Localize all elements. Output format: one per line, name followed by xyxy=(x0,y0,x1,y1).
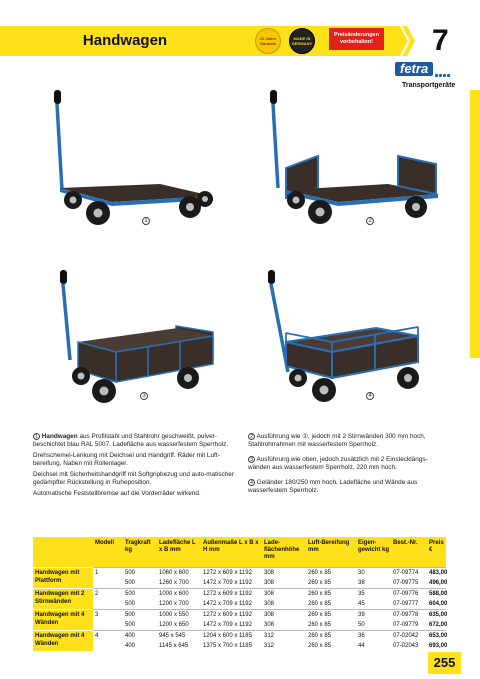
table-cell: 308 xyxy=(262,567,306,578)
circled-number-4: 4 xyxy=(248,479,255,486)
table-cell: 308 xyxy=(262,588,306,599)
table-cell: 1272 x 609 x 1192 xyxy=(201,588,262,599)
table-model-cell: 2 xyxy=(93,588,123,599)
table-header-cell: Lade-flächenhöhe mm xyxy=(262,537,306,567)
cart-platform-image xyxy=(40,90,220,230)
table-cell: 312 xyxy=(264,642,275,649)
table-cell: 07-09776 xyxy=(391,588,427,599)
header-band xyxy=(0,26,480,56)
table-row xyxy=(33,620,446,631)
table-cell: 50 xyxy=(358,621,365,628)
brand-subtitle: Transportgeräte xyxy=(402,82,456,89)
product-table xyxy=(33,537,446,651)
table-cell: 07-02043 xyxy=(393,642,419,649)
variant-4-desc: Geländer 180/250 mm hoch, Ladefläche und Wände aus wasserfestem Sperrholz. xyxy=(248,479,418,494)
table-cell: 1375 x 700 x 1185 xyxy=(203,642,252,649)
table-model-cell: 1 xyxy=(93,567,123,578)
table-price-cell: 672,00 xyxy=(429,621,448,628)
price-notice: Preisänderungen vorbehalten! xyxy=(329,28,384,50)
table-header-cell: Preis € xyxy=(427,537,446,567)
table-group-label: Handwagen mit 4 Wänden xyxy=(33,630,93,651)
table-price-cell: 483,00 xyxy=(427,567,446,578)
table-cell: 1000 x 600 xyxy=(157,588,201,599)
chevron-divider-icon xyxy=(397,26,415,56)
table-cell: 1472 x 709 x 1192 xyxy=(203,579,252,586)
table-model-cell: 3 xyxy=(93,609,123,620)
table-price-cell: 635,00 xyxy=(427,609,446,620)
table-cell: 260 x 85 xyxy=(308,579,332,586)
table-cell: 1145 x 645 xyxy=(159,642,189,649)
made-in-germany-badge-icon: MADE IN GERMANY xyxy=(289,28,315,54)
table-cell: 07-09778 xyxy=(391,609,427,620)
table-cell: 500 xyxy=(123,609,157,620)
table-group-label: Handwagen mit 4 Wänden xyxy=(33,609,93,630)
table-cell: 07-09774 xyxy=(391,567,427,578)
variant-3-desc: Ausführung wie oben, jedoch zusätzlich mit 2 Einstecklängs-wänden aus wasserfestem Sperrholz, 220 mm hoch. xyxy=(248,456,428,471)
table-price-cell: 693,00 xyxy=(429,642,448,649)
table-header-cell xyxy=(33,537,93,567)
description-p1-text: aus Profilstahl und Stahlrohr geschweißt, pulver-beschichtet blau RAL 5007. Ladefläche aus wasserfestem Sperrholz. xyxy=(33,433,229,448)
figure-number-4: 4 xyxy=(366,392,374,400)
chapter-number: 7 xyxy=(432,24,449,57)
table-cell: 07-09777 xyxy=(393,600,419,607)
table-group-label: Handwagen mit 2 Stirnwänden xyxy=(33,588,93,609)
table-cell: 260 x 85 xyxy=(308,600,332,607)
table-cell: 260 x 85 xyxy=(308,621,332,628)
table-row xyxy=(33,641,446,651)
table-cell: 500 xyxy=(123,588,157,599)
table-row xyxy=(33,588,446,599)
table-row xyxy=(33,567,446,578)
table-header-cell: Ladefläche L x B mm xyxy=(157,537,201,567)
cart-end-walls-image xyxy=(258,90,443,230)
table-cell: 44 xyxy=(358,642,365,649)
description-p3: Deichsel mit Sicherheitshandgriff mit Softgripbezug und auto-matischer gedämpfter Rückstellung in Ruheposition. xyxy=(33,471,234,486)
table-model-cell xyxy=(93,578,123,589)
page-number: 255 xyxy=(428,652,461,674)
description-right xyxy=(248,433,448,498)
product-name: Handwagen xyxy=(41,433,78,440)
table-cell: 1272 x 609 x 1192 xyxy=(201,609,262,620)
table-cell: 400 xyxy=(125,642,136,649)
table-cell: 260 x 85 xyxy=(306,588,356,599)
table-price-cell: 604,00 xyxy=(429,600,448,607)
description-p4: Automatische Feststellbremse auf die Vorderräder wirkend. xyxy=(33,490,201,497)
table-cell: 1260 x 700 xyxy=(159,579,189,586)
brand-logo-word: fetra xyxy=(395,62,433,76)
chapter-side-bar xyxy=(470,90,480,358)
table-cell: 38 xyxy=(358,579,365,586)
table-cell: 1200 x 700 xyxy=(159,600,189,607)
table-header-cell: Luft-Bereifung mm xyxy=(306,537,356,567)
table-row xyxy=(33,609,446,620)
table-cell: 35 xyxy=(356,588,391,599)
table-header-cell: Eigen-gewicht kg xyxy=(356,537,391,567)
table-cell: 45 xyxy=(358,600,365,607)
table-cell: 308 xyxy=(264,579,275,586)
table-cell: 1472 x 709 x 1192 xyxy=(203,600,252,607)
table-cell: 312 xyxy=(262,630,306,641)
table-model-cell xyxy=(93,620,123,631)
table-row xyxy=(33,578,446,589)
table-cell: 36 xyxy=(356,630,391,641)
table-cell: 07-09775 xyxy=(393,579,419,586)
table-header-cell: Modell xyxy=(93,537,123,567)
table-cell: 308 xyxy=(262,609,306,620)
description-left xyxy=(33,433,238,501)
description-p2: Drehschemel-Lenkung mit Deichsel und Handgriff. Räder mit Luft-bereifung, Naben mit Rollenlager. xyxy=(33,452,220,467)
table-cell: 260 x 85 xyxy=(308,642,332,649)
table-cell: 500 xyxy=(125,600,136,607)
table-cell: 945 x 545 xyxy=(157,630,201,641)
figure-number-1: 1 xyxy=(142,217,150,225)
table-cell: 07-09779 xyxy=(393,621,419,628)
table-price-cell: 588,00 xyxy=(427,588,446,599)
description-p1 xyxy=(33,433,238,449)
variant-2-text xyxy=(248,433,448,449)
variant-4-text xyxy=(248,479,448,495)
table-model-cell xyxy=(93,599,123,610)
warranty-badge-icon: 10 Jahre Garantie xyxy=(255,28,281,54)
table-price-cell: 496,00 xyxy=(429,579,448,586)
table-cell: 1200 x 650 xyxy=(159,621,189,628)
table-group-label: Handwagen mit Plattform xyxy=(33,567,93,588)
table-cell: 308 xyxy=(264,621,275,628)
table-header-cell: Außenmaße L x B x H mm xyxy=(201,537,262,567)
brand-logo xyxy=(395,60,457,78)
table-cell: 1060 x 600 xyxy=(157,567,201,578)
table-cell: 1272 x 609 x 1192 xyxy=(201,567,262,578)
table-cell: 30 xyxy=(356,567,391,578)
table-row xyxy=(33,599,446,610)
circled-number-3: 3 xyxy=(248,456,255,463)
table-cell: 1000 x 550 xyxy=(157,609,201,620)
table-header-row xyxy=(33,537,446,567)
table-price-cell: 653,00 xyxy=(427,630,446,641)
table-cell: 260 x 85 xyxy=(306,630,356,641)
page-title: Handwagen xyxy=(82,32,168,49)
table-cell: 500 xyxy=(125,579,136,586)
table-cell: 260 x 85 xyxy=(306,609,356,620)
variant-2-desc: Ausführung wie ①, jedoch mit 2 Stirnwänden 300 mm hoch, Stahlrohrrahmen mit wasserfestem Sperrholz. xyxy=(248,433,426,448)
variant-3-text xyxy=(248,456,448,472)
figure-number-3: 3 xyxy=(140,392,148,400)
circled-number-2: 2 xyxy=(248,433,255,440)
table-cell: 308 xyxy=(264,600,275,607)
table-cell: 1204 x 600 x 1185 xyxy=(201,630,262,641)
table-model-cell: 4 xyxy=(93,630,123,641)
table-cell: 1472 x 709 x 1192 xyxy=(203,621,252,628)
table-cell: 39 xyxy=(356,609,391,620)
cart-four-walls-image xyxy=(48,270,228,410)
cart-railing-image xyxy=(258,270,443,410)
table-cell: 260 x 85 xyxy=(306,567,356,578)
table-cell: 400 xyxy=(123,630,157,641)
table-cell: 07-02042 xyxy=(391,630,427,641)
logo-dots-icon xyxy=(435,74,450,77)
table-row xyxy=(33,630,446,641)
table-header-cell: Best.-Nr. xyxy=(391,537,427,567)
table-header-cell: Tragkraft kg xyxy=(123,537,157,567)
table-cell: 500 xyxy=(123,567,157,578)
table-model-cell xyxy=(93,641,123,651)
table-cell: 500 xyxy=(125,621,136,628)
figure-number-2: 2 xyxy=(366,217,374,225)
circled-number-1: 1 xyxy=(33,433,40,440)
